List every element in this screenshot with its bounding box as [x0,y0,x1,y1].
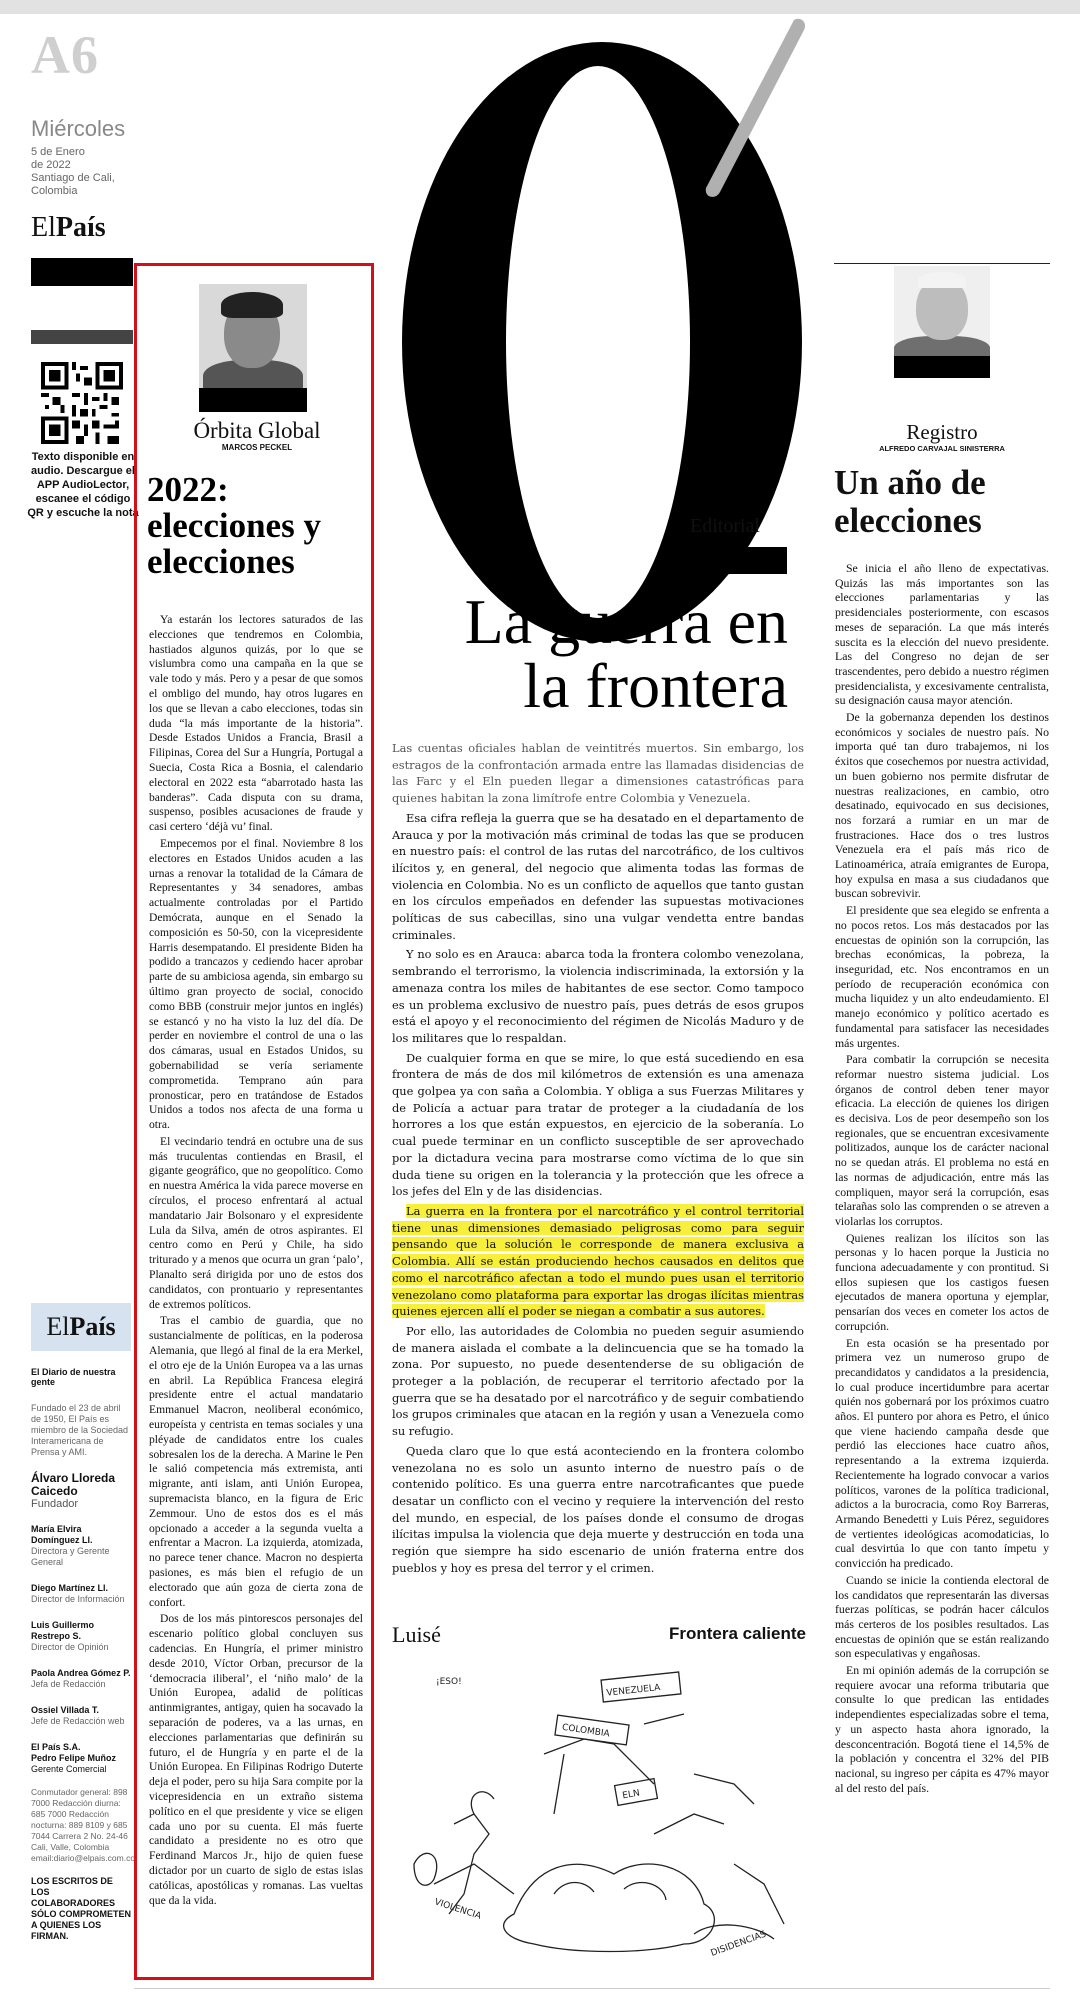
paragraph: De cualquier forma en que se mire, lo que está sucediendo en esa frontera de más de dos mil kilómetros de extensión es una amenaza que golpea ya con saña a Colombia. Y obliga a sus Fuerzas Militares y de Policía a actuar para tratar de proteger a la ciudadanía de los horrores a los que están expuestos, en ejercicio de la soberanía. Lo cual puede terminar en un conflicto susceptible de ser aprovechado por la dictadura vecina para mostrarse como víctima de lo que sin duda tiene su origen en la tolerancia y la protección que les ofrece a los jefes del Eln y de las disidencias. [392,1050,804,1199]
highlighted-paragraph: La guerra en la frontera por el narcotráfico y el control territorial tiene unas dimensiones demasiado peligrosas como para seguir pensando que la solución le corresponde de manera exclusiva a Colombia. Allí se están produciendo hechos causados en delitos que como el narcotráfico afectan a todo el mundo pues usan el territorio venezolano como plataforma para exportar las drogas ilícitas mientras quienes ejercen allí el poder se niegan a combatir a sus autores. [392,1203,804,1319]
opinion-column-left [134,263,374,1980]
page-info-strip [27,25,139,520]
paragraph: Para combatir la corrupción se necesita reformar nuestro sistema judicial. Los órganos de control deben tener mayor eficacia. La elección de quienes los dirigen es decisiva. Los de peor desempeño son los regionales, que se encuentran excesivamente politizados, aunque los de carácter nacional no se quedan atrás. El problema no está en las normas de adjudicación, entre más las compliquen, mayor será la corrupción, esas telarañas solo las comprenden o se atreven a violarlas los corruptos. [835,1052,1049,1228]
editorial-bar [684,547,787,574]
paragraph: Se inicia el año lleno de expectativas. Quizás las más importantes son las elecciones parlamentarias y las presidenciales posteriormente, con escasos meses de separación. La que más interés suscita es la elección del nuevo presidente. Las del Congreso no dejan de ser trascendentes, pero debido a nuestro régimen presidencialista, y excesivamente centralista, su designación causa mayor atención. [835,561,1049,708]
cartoon-author: Luisé [392,1622,441,1647]
paragraph: Ya estarán los lectores saturados de las elecciones que tendremos en Colombia, hastiados algunos quizás, por lo que se vislumbra como una campaña en la que se vale todo y más. Pero y a pesar de que somos el ombligo del mundo, hay otros lugares en los que se llevan a cabo elecciones, todas sin duda “la más importante de la historia”. Desde Estados Unidos a Francia, Brasil a Filipinas, Corea del Sur a Hungría, Portugal a Suecia, Costa Rica a Bosnia, el calendario electoral en 2022 esta “abarrotado hasta las banderas”. Cada disputa con su drama, suspenso, posibles acusaciones de fraude y casi certero ‘déjà vu’ final. [149,613,363,834]
column-headline: Un año de elecciones [834,463,986,540]
contact-info: Conmutador general: 898 7000 Redacción diurna: 685 7000 Redacción nocturna: 889 8109 y 685 7044 Carrera 2 No. 24-46 Cali, Valle, Colombia email:diario@elpais.com.co [31,1787,136,1863]
column-section-name: Registro [906,420,978,444]
editorial-label: Editorial [690,515,760,537]
editorial-lead: Las cuentas oficiales hablan de veintitrés muertos. Sin embargo, los estragos de la confrontación armada entre las llamadas disidencias de las Farc y el Eln pueden llegar a dimensiones catastróficas para quienes habitan la zona limítrofe entre Colombia y Venezuela. [392,741,804,806]
photo-bar [894,356,990,378]
editorial-title: La guerra en la frontera [464,586,788,721]
staff-item: Luis Guillermo Restrepo S. Director de Opinión [31,1620,109,1652]
staff-item: Ossiel Villada T. Jefe de Redacción web [31,1705,125,1726]
paragraph: El vecindario tendrá en octubre una de sus más truculentas contiendas en Brasil, el gigante geográfico, que no geopolítico. Como en nuestra América la vida parece moverse en círculos, el proceso enfrentará al actual mandatario Jair Bolsonaro y el expresidente Lula da Silva, amén de otros aspirantes. El centro como en Perú y Chile, ha sido triturado y a menos que ocurra un gran ‘palo’, Planalto será dirigida por uno de estos dos candidatos, con prontuario y representantes de extremos políticos. [149,1134,363,1311]
author-photo [199,284,307,388]
masthead-subtitle: El Diario de nuestra gente [31,1367,116,1387]
column-body [835,561,1049,1797]
qr-code-icon[interactable] [41,362,123,444]
weekday: Miércoles [31,116,126,141]
black-bar [31,258,133,286]
cartoon-label: VENEZUELA [605,1683,661,1699]
founder-role: Fundador [31,1498,79,1510]
paragraph: Por ello, las autoridades de Colombia no pueden seguir asumiendo de manera aislada el combate a la delincuencia que se ha tomado la zona. Por supuesto, no puede desentenderse de su obligación de proteger a la población, de recuperar el territorio afectado por la guerra que se ha desatado por el narcotráfico y de seguir combatiendo los grupos criminales que atacan en la región y usan a Venezuela como su refugio. [392,1323,804,1439]
column-author: ALFREDO CARVAJAL SINISTERRA [879,444,1005,453]
cartoon-label: VIOLENCIA [433,1897,483,1922]
cartoon-title: Frontera caliente [669,1624,806,1643]
paragraph: Esa cifra refleja la guerra que se ha desatado en el departamento de Arauca y por la motivación más criminal de todas las que se producen en nuestro país: el control de las rutas del narcotráfico, de los cultivos ilícitos y, en general, del negocio que alimenta todas las formas de violencia en Colombia. No es un conflicto de aquellos que tanto gustan en los círculos empeñados en defender las supuestas motivaciones políticas de sus cabecillas, sino una vulgar vendetta entre bandas criminales. [392,810,804,942]
cartoon-illustration [394,1664,806,1970]
right-column-rule [834,263,1050,264]
bottom-rule [134,1988,1050,1989]
column-section-name: Órbita Global [193,418,321,443]
audio-note: Texto disponible en audio. Descargue el APP AudioLector, escanee el código QR y escuche la nota [27,451,139,519]
paragraph: Queda claro que lo que está aconteciendo en la frontera colombo venezolana no es solo un asunto interno de nuestro país o de contenido político. Es una guerra entre narcotraficantes que puede desatar un conflicto con el vecino y requiere la intervención del resto del mundo, en especial, de los países donde el consumo de drogas ilícitas impulsa la violencia que deja muerte y destrucción en toda una región que siempre ha sido escenario de unión fraterna entre dos pueblos y hoy es presa del terror y el crimen. [392,1443,804,1575]
paragraph: Empecemos por el final. Noviembre 8 los electores en Estados Unidos acuden a las urnas a renovar la totalidad de la Cámara de Representantes y 34 senadores, ambas actualmente controladas por el Partido Demócrata, aunque en el Senado la composición es 50-50, con la vicepresidente Harris desempatando. El presidente Biden ha podido a trancazos y cediendo hacer aprobar parte de su ambiciosa agenda, sin embargo su último gran proyecto de social, conocido como BBB (construir mejor juntos en inglés) se estancó y no ha visto la luz del día. De perder en noviembre el control de una o las dos cámaras, usual en Estados Unidos, su gobernabilidad se vería seriamente comprometida. Temprano aún para pronosticar, pero en tratándose de Estados Unidos a todos nos afecta de una forma u otra. [149,836,363,1132]
company-info: El País S.A. Pedro Felipe Muñoz Gerente Comercial [31,1742,117,1774]
page-number: A6 [31,25,99,85]
cartoon-label: COLOMBIA [561,1722,611,1740]
top-bar [0,0,1080,14]
editorial-body [392,740,804,1579]
paragraph: En esta ocasión se ha presentado por primera vez un numeroso grupo de precandidatos y candidatos a la presidencia, lo cual produce incertidumbre para acertar quién nos gobernará por los próximos cuatro años. El puntero por ahora es Petro, el único que viene haciendo campaña desde que perdió las elecciones hace cuatro años, representando a la extrema izquierda. Recientemente ha logrado convocar a varios políticos, varones de la política tradicional, adictos a la burocracia, como Roy Barreras, Armando Benedetti y Luis Pérez, seguidores de vertientes ideológicas acomodaticias, lo cual desvirtúa lo que con tanto ímpetu y convicción ha predicado. [835,1335,1049,1571]
author-photo [894,266,990,356]
paragraph: Y no solo es en Arauca: abarca toda la frontera colombo venezolana, sembrando el terrorismo, la violencia indiscriminada, la extorsión y la amenaza contra los miles de habitantes de ese sector. Como tampoco es un problema exclusivo de nuestro país, pues detrás de esos grupos está el apoyo y el reconocimiento del régimen de Nicolás Maduro y de los militares que lo respaldan. [392,947,804,1045]
column-body [149,613,363,1910]
column-author: MARCOS PECKEL [221,443,293,452]
paragraph: Quienes realizan los ilícitos son las personas y lo hacen porque la Justicia no funciona adecuadamente y con prontitud. Si ellos supiesen que los castigos fuesen ejecutados de manera oportuna y ejemplar, pensarían dos veces en cometer los actos de corrupción. [835,1230,1049,1333]
founder-name: Álvaro Lloreda Caicedo [31,1471,116,1498]
paragraph: Cuando se inicie la contienda electoral de los candidatos que representarán las diversas fuerzas políticas, se podrán hacer cálculos más certeros de los posibles resultados. Las encuestas de opinión que se están realizando son especulativas y engañosas. [835,1572,1049,1661]
masthead-history: Fundado el 23 de abril de 1950, El País es miembro de la Sociedad Interamericana de Prensa y AMI. [31,1403,129,1457]
cartoon-label: ELN [621,1788,641,1802]
gray-bar [31,330,133,344]
staff-item: Paola Andrea Gómez P. Jefa de Redacción [31,1668,131,1689]
cartoon-label: DISIDENCIAS [709,1929,768,1959]
masthead [31,1303,136,1942]
accent-mark-graphic [690,16,810,206]
staff-item: María Elvira Domínguez Ll. Directora y Gerente General [31,1524,110,1567]
paragraph: Tras el cambio de guardia, que no sustancialmente de políticas, en la poderosa Alemania, que llegó al final de la era Merkel, el otro eje de la Unión Europea va a las urnas en abril. La República Francesa elegirá presidente entre el actual mandatario Emmanuel Macron, neoliberal económico, europeísta y centrista en temas sociales y una pléyade de candidatos entre los cuales sobresalen los de la derecha. A Marine le Pen le salió competencia más extremista, anti migrante, anti islam, anti Unión Europea, supremacista blanco, en la figura de Eric Zemmour. Uno de estos dos es el más opcionado a acceder a la segunda vuelta a enfrentar a Macron. La izquierda, atomizada, no parece tener chance. Macron no despierta pasiones, es más bien el refugio de un electorado que aún goza de cierta zona de confort. [149,1314,363,1609]
paragraph: De la gobernanza dependen los destinos económicos y sociales de nuestro país. No importa qué tan duro trabajemos, ni los éxitos que cosechemos por nuestra actividad, un buen gobierno nos permite disfrutar de nuestras realizaciones, en cambio, otro desatinado, equivocado en sus decisiones, nos forzará a rumiar en un mar de frustraciones. Hace dos o tres lustros Venezuela era el país más rico de Latinoamérica, atraía emigrantes de Europa, hoy expulsa en masa a sus ciudadanos que buscan sobrevivir. [835,710,1049,901]
cartoon-label: ¡ESO! [436,1677,462,1687]
masthead-logo: ElPaís [31,1303,131,1351]
paragraph: El presidente que sea elegido se enfrenta a no pocos retos. Los más destacados por las encuestas de opinión son la corrupción, las brechas económicas, la pobreza, la inseguridad, etc. Nos encontramos en un período de recuperación económica con mucha liquidez y un alto endeudamiento. El manejo económico y político acertado es fundamental para satisfacer las necesidades más urgentes. [835,903,1049,1050]
column-headline: 2022: elecciones y elecciones [147,470,321,581]
paragraph: Dos de los más pintorescos personajes del escenario político global concluyen sus cadencias. En Hungría, el primer ministro desde 2010, Víctor Orban, precursor de la ‘democracia iliberal’, el ‘niño malo’ de la Unión Europea, adalid de políticas antinmigrantes, antigay, quien ha socavado la separación de poderes, va a las urnas, en elecciones parlamentarias que definirán su futuro, el de Hungría y en parte el de la Unión Europea. En Filipinas Rodrigo Duterte deja el poder, pero su hija Sara compite por la vicepresidencia en un extraño sistema político en el que presidente y vice se eligen cada uno por su cuenta. El más fuerte candidato a presidente no es otro que Ferdinand Marcos Jr., hijo de quien fuese dictador por un cuarto de siglo de estas islas católicas, apostólicas y romanas. Las vueltas que da la vida. [149,1612,363,1907]
photo-bar [199,388,307,412]
newspaper-logo: ElPaís [31,212,106,243]
disclaimer: LOS ESCRITOS DE LOS COLABORADORES SÓLO COMPROMETEN A QUIENES LOS FIRMAN. [31,1876,132,1941]
date-line: 5 de Enero de 2022 Santiago de Cali, Colombia [31,146,115,197]
staff-list [31,1524,131,1727]
paragraph: En mi opinión además de la corrupción se requiere avocar una reforma tributaria que consulte lo que predican las entidades independientes especializadas sobre el tema, y un aspecto hasta ahora ignorado, la desconcentración. Bogotá tiene el 14,5% de la población y concentra el 32% del PIB nacional, su ingreso per cápita es 47% mayor al del resto del país. [835,1663,1049,1795]
staff-item: Diego Martínez Ll. Director de Información [31,1583,125,1604]
